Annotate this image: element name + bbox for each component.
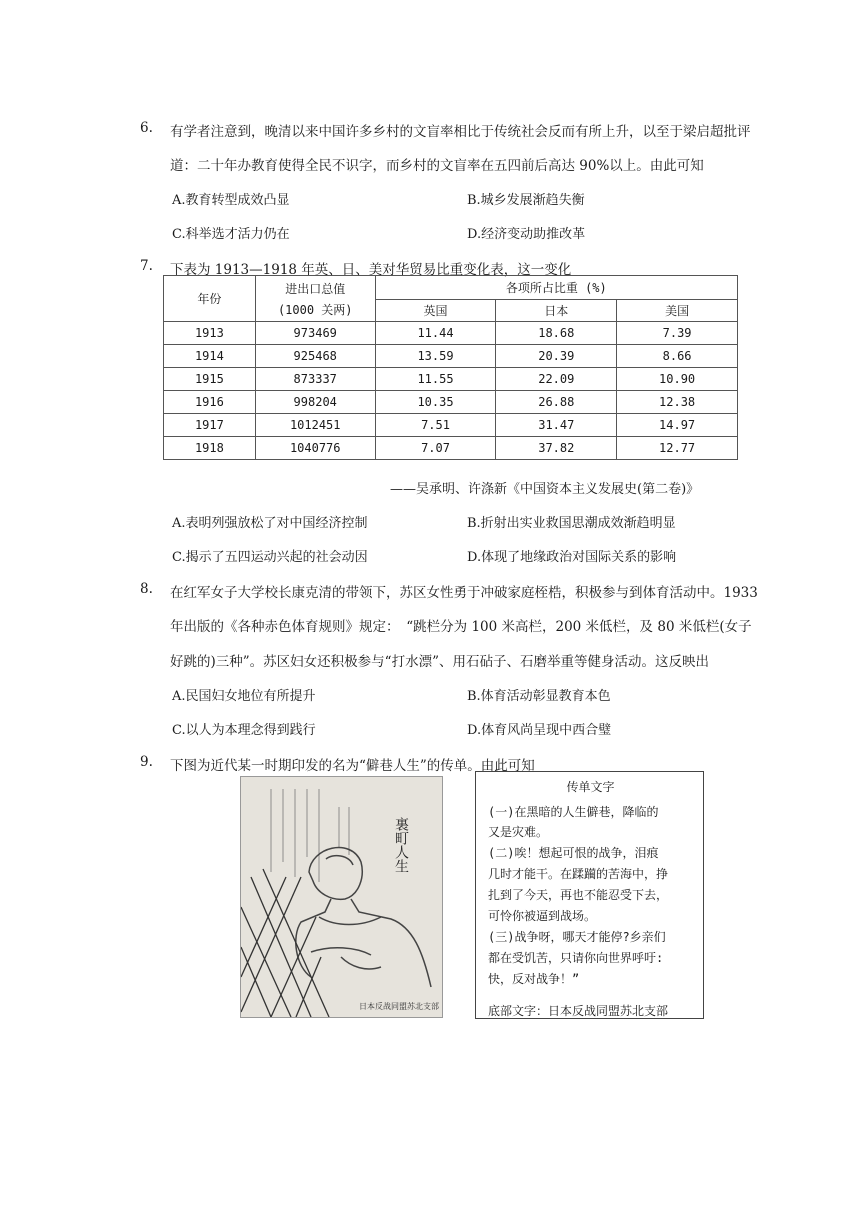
- cell-uk: 13.59: [375, 345, 496, 368]
- leaflet-text-line: (二)唉！想起可恨的战争，泪痕: [488, 846, 659, 860]
- cell-year: 1918: [164, 437, 256, 460]
- cell-jp: 31.47: [496, 414, 617, 437]
- leaflet-text-line: 又是灾难。: [488, 825, 549, 839]
- question-stem: 下图为近代某一时期印发的名为“僻巷人生”的传单。由此可知: [170, 758, 535, 774]
- cell-year: 1915: [164, 368, 256, 391]
- leaflet-illustration: [241, 777, 442, 1017]
- cell-us: 8.66: [617, 345, 738, 368]
- cell-uk: 10.35: [375, 391, 496, 414]
- cell-jp: 18.68: [496, 322, 617, 345]
- question-stem-line: 有学者注意到，晚清以来中国许多乡村的文盲率相比于传统社会反而有所上升，以至于梁启超批评: [170, 124, 751, 140]
- question-number: 9.: [140, 754, 153, 770]
- cell-uk: 7.07: [375, 437, 496, 460]
- cell-total: 873337: [255, 368, 375, 391]
- cell-total: 998204: [255, 391, 375, 414]
- cell-year: 1913: [164, 322, 256, 345]
- leaflet-text-footer: 底部文字：日本反战同盟苏北支部: [488, 1004, 669, 1018]
- cell-uk: 11.55: [375, 368, 496, 391]
- option-c[interactable]: C.科举选才活力仍在: [172, 227, 290, 242]
- trade-share-table: [163, 275, 738, 460]
- option-d[interactable]: D.体育风尚呈现中西合璧: [467, 723, 612, 738]
- leaflet-text-line: 都在受饥苦，只请你向世界呼吁:: [488, 951, 664, 965]
- option-a[interactable]: A.民国妇女地位有所提升: [172, 689, 316, 704]
- option-c[interactable]: C.以人为本理念得到践行: [172, 723, 316, 738]
- header-year: 年份: [164, 276, 256, 322]
- cell-us: 7.39: [617, 322, 738, 345]
- question-stem-line: 在红军女子大学校长康克清的带领下，苏区女性勇于冲破家庭桎梏，积极参与到体育活动中。1933: [170, 585, 758, 601]
- cell-us: 12.77: [617, 437, 738, 460]
- option-a[interactable]: A.表明列强放松了对中国经济控制: [172, 516, 368, 531]
- cell-total: 973469: [255, 322, 375, 345]
- cell-us: 12.38: [617, 391, 738, 414]
- leaflet-text-line: 几时才能干。在蹂躏的苦海中，挣: [488, 867, 669, 881]
- header-us: 美国: [617, 300, 738, 322]
- cell-us: 14.97: [617, 414, 738, 437]
- option-b[interactable]: B.体育活动彰显教育本色: [467, 689, 611, 704]
- cell-us: 10.90: [617, 368, 738, 391]
- option-c[interactable]: C.揭示了五四运动兴起的社会动因: [172, 550, 368, 565]
- cell-total: 1012451: [255, 414, 375, 437]
- option-a[interactable]: A.教育转型成效凸显: [172, 193, 290, 208]
- leaflet-text-title: 传单文字: [566, 780, 615, 794]
- table-row: [164, 368, 738, 391]
- cell-total: 1040776: [255, 437, 375, 460]
- leaflet-text-line: (三)战争呀，哪天才能停?乡亲们: [488, 930, 666, 944]
- header-total: [255, 276, 375, 322]
- question-stem-line: 好跳的)三种”。苏区妇女还积极参与“打水漂”、用石砧子、石磨举重等健身活动。这反映出: [170, 654, 709, 670]
- leaflet-text-line: 可怜你被逼到战场。: [488, 909, 597, 923]
- cell-year: 1916: [164, 391, 256, 414]
- leaflet-image: [240, 776, 443, 1018]
- table-row: [164, 391, 738, 414]
- cell-jp: 20.39: [496, 345, 617, 368]
- cell-year: 1917: [164, 414, 256, 437]
- question-number: 6.: [140, 120, 153, 136]
- table-source: ——吴承明、许涤新《中国资本主义发展史(第二卷)》: [390, 482, 700, 497]
- cell-jp: 26.88: [496, 391, 617, 414]
- question-number: 7.: [140, 258, 153, 274]
- header-total-line1: 进出口总值: [285, 281, 346, 296]
- leaflet-text-box: [475, 771, 704, 1019]
- table-row: [164, 414, 738, 437]
- question-stem: 下表为 1913—1918 年英、日、美对华贸易比重变化表，这一变化: [170, 262, 572, 278]
- option-d[interactable]: D.经济变动助推改革: [467, 227, 586, 242]
- leaflet-text-line: 扎到了今天，再也不能忍受下去，: [488, 888, 669, 902]
- header-total-line2: (1000 关两): [277, 302, 353, 317]
- header-uk: 英国: [375, 300, 496, 322]
- cell-total: 925468: [255, 345, 375, 368]
- leaflet-text-line: (一)在黑暗的人生僻巷，降临的: [488, 805, 659, 819]
- header-share: 各项所占比重 (%): [375, 276, 737, 300]
- option-b[interactable]: B.城乡发展渐趋失衡: [467, 193, 585, 208]
- table-row: [164, 322, 738, 345]
- cell-uk: 7.51: [375, 414, 496, 437]
- table-row: [164, 437, 738, 460]
- question-number: 8.: [140, 581, 153, 597]
- leaflet-text-line: 快，反对战争！”: [488, 972, 580, 986]
- question-stem-line: 道：二十年办教育使得全民不识字，而乡村的文盲率在五四前后高达 90%以上。由此可知: [170, 158, 704, 174]
- header-jp: 日本: [496, 300, 617, 322]
- cell-uk: 11.44: [375, 322, 496, 345]
- cell-year: 1914: [164, 345, 256, 368]
- leaflet-title: 裏町人生: [393, 817, 409, 873]
- table-row: [164, 345, 738, 368]
- option-b[interactable]: B.折射出实业救国思潮成效渐趋明显: [467, 516, 676, 531]
- option-d[interactable]: D.体现了地缘政治对国际关系的影响: [467, 550, 677, 565]
- cell-jp: 22.09: [496, 368, 617, 391]
- leaflet-footer: 日本反战同盟苏北支部: [359, 1002, 439, 1011]
- question-stem-line: 年出版的《各种赤色体育规则》规定： “跳栏分为 100 米高栏，200 米低栏，及 80 米低栏(女子: [170, 619, 752, 635]
- cell-jp: 37.82: [496, 437, 617, 460]
